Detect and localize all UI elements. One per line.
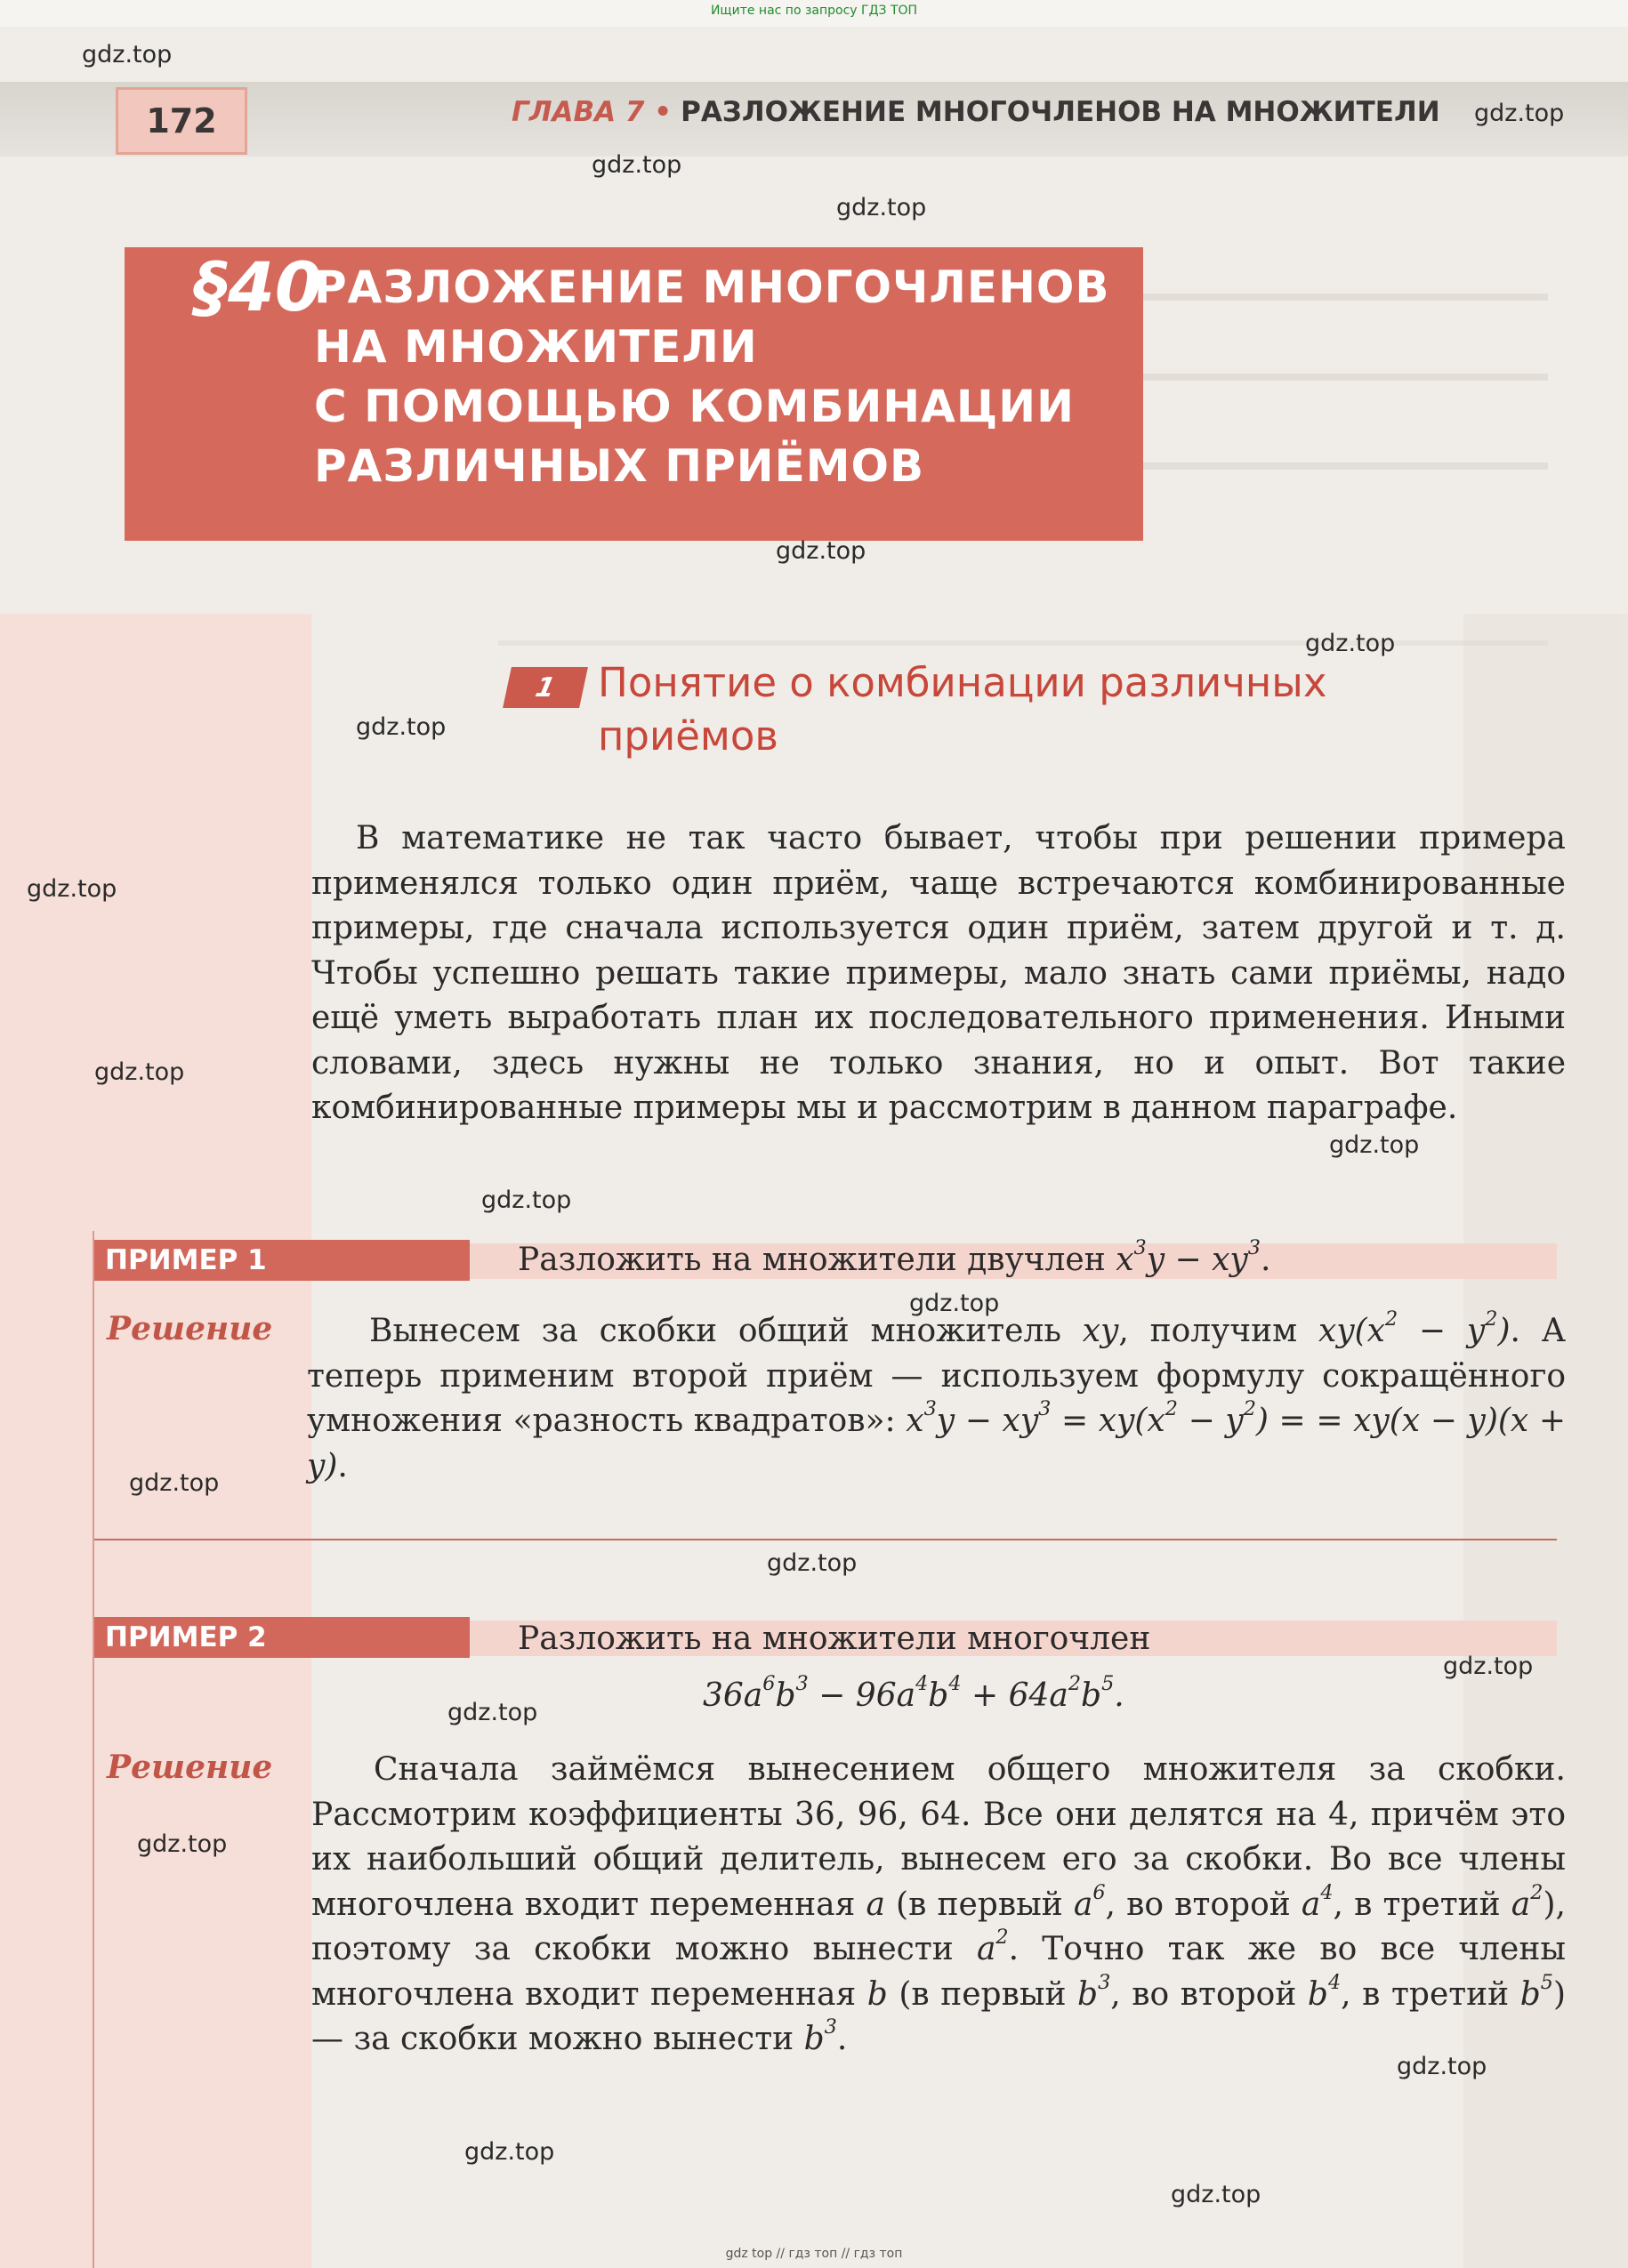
b3: $b^3$ bbox=[1077, 1970, 1111, 2013]
chapter-title bbox=[512, 96, 1440, 128]
example-1-solution: Вынесем за скобки общий множитель xy, получим $xy(x^2 - y^2)$. А теперь применим второй приём — используем формулу сокращённого умножения «разность квадратов»: $x^3y - xy^3 = xy(x^2 - y^2)$ = = xy(x − y)(x + y). bbox=[307, 1307, 1566, 1484]
chapter-prefix: ГЛАВА 7 • bbox=[512, 96, 673, 128]
example-1-identity: $x^3y - xy^3 = xy(x^2 - y^2)$ = = xy(x − y)(x + y) bbox=[307, 1397, 1566, 1484]
example-1-result-1: $xy(x^2 - y^2)$ bbox=[1318, 1307, 1511, 1349]
example-2-sol-text-5: ), поэтому за скобки можно вынести bbox=[311, 1886, 1566, 1967]
common-factor: xy bbox=[1082, 1313, 1119, 1349]
top-notice: Ищите нас по запросу ГДЗ ТОП bbox=[710, 4, 918, 18]
example-2-sol-text-10: ) — за скобки можно вынести bbox=[311, 1975, 1567, 2057]
example-2-sol-text-3: , во второй bbox=[1105, 1886, 1291, 1923]
page-number: 172 bbox=[116, 87, 247, 155]
example-1-task-text: Разложить на множители двучлен bbox=[518, 1242, 1106, 1278]
watermark: gdz.top bbox=[447, 1699, 538, 1726]
var-b: b bbox=[866, 1975, 888, 2013]
example-2-sol-text-2: (в первый bbox=[896, 1886, 1063, 1923]
paragraph-title-line: С ПОМОЩЬЮ КОМБИНАЦИИ bbox=[314, 381, 1075, 432]
example-divider bbox=[93, 1539, 1557, 1540]
watermark: gdz.top bbox=[1474, 100, 1565, 127]
a4: $a^4$ bbox=[1301, 1880, 1334, 1923]
example-2-sol-text-1: Сначала займёмся вынесением общего множителя за скобки. Рассмотрим коэффициенты 36, 96, 64. Все они делятся на 4, причём это их наибольший общий делитель, вынесем его за скобки. Во все члены многочлена входит переменная bbox=[311, 1751, 1566, 1923]
paragraph-number: §40 bbox=[194, 247, 322, 326]
watermark: gdz.top bbox=[356, 713, 447, 741]
paragraph-title-line: НА МНОЖИТЕЛИ bbox=[314, 321, 758, 373]
a2: $a^2$ bbox=[1511, 1880, 1543, 1923]
chapter-name: РАЗЛОЖЕНИЕ МНОГОЧЛЕНОВ НА МНОЖИТЕЛИ bbox=[681, 96, 1440, 128]
watermark: gdz.top bbox=[82, 41, 173, 68]
example-1-sol-text-1: Вынесем за скобки общий множитель bbox=[369, 1313, 1061, 1349]
watermark: gdz.top bbox=[1171, 2181, 1261, 2208]
watermark: gdz.top bbox=[1397, 2053, 1487, 2080]
left-margin-band bbox=[0, 614, 311, 2268]
example-2-task: Разложить на множители многочлен bbox=[518, 1621, 1151, 1657]
watermark: gdz.top bbox=[592, 151, 682, 179]
example-1-task: Разложить на множители двучлен $x^3y - xy^3$. bbox=[518, 1236, 1271, 1278]
b5: $b^5$ bbox=[1519, 1970, 1553, 2013]
var-a: a bbox=[866, 1886, 885, 1923]
watermark: gdz.top bbox=[909, 1290, 1000, 1317]
paragraph-title-line: РАЗЛОЖЕНИЕ МНОГОЧЛЕНОВ bbox=[314, 261, 1110, 313]
watermark: gdz.top bbox=[776, 537, 866, 565]
b4: $b^4$ bbox=[1307, 1970, 1342, 2013]
example-2-sol-text-9: , в третий bbox=[1341, 1975, 1510, 2013]
watermark: gdz.top bbox=[767, 1549, 858, 1577]
watermark: gdz.top bbox=[481, 1186, 572, 1214]
watermark: gdz.top bbox=[1329, 1131, 1420, 1159]
watermark: gdz.top bbox=[27, 875, 117, 903]
watermark: gdz.top bbox=[129, 1469, 220, 1497]
example-2-label: ПРИМЕР 2 bbox=[93, 1617, 470, 1658]
left-rule bbox=[93, 1231, 94, 2268]
a6: $a^6$ bbox=[1073, 1880, 1106, 1923]
example-2-sol-text-8: , во второй bbox=[1110, 1975, 1297, 2013]
section-number-badge: 1 bbox=[503, 667, 588, 708]
footer-notice: gdz top // гдз топ // гдз топ bbox=[725, 2247, 903, 2261]
paragraph-title-line: РАЗЛИЧНЫХ ПРИЁМОВ bbox=[314, 440, 925, 492]
example-1-solution-label: Решение bbox=[107, 1310, 273, 1347]
watermark: gdz.top bbox=[94, 1058, 185, 1086]
example-2-expression: $36a^6b^3 - 96a^4b^4 + 64a^2b^5$. bbox=[703, 1672, 1124, 1714]
example-2-solution-label: Решение bbox=[107, 1749, 273, 1786]
intro-paragraph: В математике не так часто бывает, чтобы при решении примера применялся только один приём, чаще встречаются комбинированные примеры, где сначала используется один приём, затем другой и т. д. Чтобы успешно решать такие примеры, мало знать сами приёмы, надо ещё уметь выработать план их последовательного применения. Иными словами, здесь нужны не только знания, но и опыт. Вот такие комбинированные примеры мы и рассмотрим в данном параграфе. bbox=[311, 820, 1566, 1126]
example-2-sol-text-4: , в третий bbox=[1333, 1886, 1501, 1923]
watermark: gdz.top bbox=[137, 1830, 228, 1858]
example-2-sol-text-6: . Точно так же во все члены многочлена входит переменная bbox=[311, 1931, 1566, 2013]
watermark: gdz.top bbox=[1443, 1653, 1534, 1680]
example-1-expression: $x^3y - xy^3$ bbox=[1116, 1236, 1261, 1278]
example-1-sol-text-3: А теперь применим второй приём — используем формулу сокращённого умножения «разность квадратов»: bbox=[307, 1313, 1566, 1439]
b3-factor: $b^3$ bbox=[803, 2015, 837, 2057]
watermark: gdz.top bbox=[836, 194, 927, 221]
section-title bbox=[598, 656, 1326, 763]
paragraph-title bbox=[314, 258, 1110, 496]
example-1-label: ПРИМЕР 1 bbox=[93, 1240, 470, 1281]
example-1-sol-text-2: , получим bbox=[1118, 1313, 1298, 1349]
section-title-line: приёмов bbox=[598, 712, 778, 760]
a2-factor: $a^2$ bbox=[976, 1926, 1009, 1967]
example-2-sol-text-7: (в первый bbox=[899, 1975, 1067, 2013]
watermark: gdz.top bbox=[1305, 630, 1396, 657]
watermark: gdz.top bbox=[464, 2138, 555, 2166]
section-title-line: Понятие о комбинации различных bbox=[598, 659, 1327, 706]
example-2-solution: Сначала займёмся вынесением общего множителя за скобки. Рассмотрим коэффициенты 36, 96, 64. Все они делятся на 4, причём это их наибольший общий делитель, вынесем его за скобки. Во все члены многочлена входит переменная a (в первый $a^6$, во второй $a^4$, в третий $a^2$), поэтому за скобки можно вынести $a^2$. Точно так же во все члены многочлена входит переменная b (в первый $b^3$, во второй $b^4$, в третий $b^5$) — за скобки можно вынести $b^3$. bbox=[311, 1751, 1567, 2057]
